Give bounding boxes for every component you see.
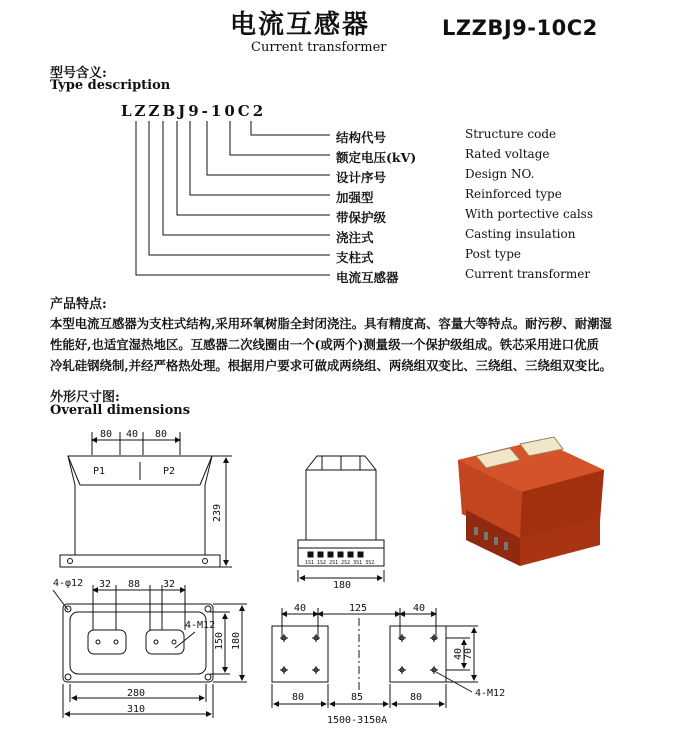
secondary-terminals — [308, 552, 363, 557]
current-range: 1500-3150A — [327, 715, 388, 726]
term-dim-40a: 40 — [294, 603, 307, 614]
page-title: 电流互感器 — [230, 10, 371, 40]
plan-dim-180: 180 — [231, 631, 242, 650]
plan-tap-label: 4-M12 — [185, 620, 216, 631]
front-label-p2: P2 — [163, 466, 176, 477]
term-dim-70: 70 — [463, 647, 474, 660]
plan-dim-32a: 32 — [99, 579, 112, 590]
type-row-en: With portective calss — [465, 207, 593, 221]
type-code: LZZBJ9-10C2 — [121, 102, 267, 120]
term-dim-80a: 80 — [292, 692, 305, 703]
dimensions-heading-en: Overall dimensions — [50, 403, 191, 418]
plan-dim-310: 310 — [127, 704, 146, 715]
type-row-en: Current transformer — [465, 267, 591, 281]
side-view — [298, 456, 384, 591]
front-label-p1: P1 — [93, 466, 106, 477]
dimensions-heading-cn: 外形尺寸图: — [50, 390, 120, 405]
term-dim-40b: 40 — [413, 603, 426, 614]
front-dim-80a: 80 — [100, 429, 113, 440]
type-row-cn: 浇注式 — [336, 230, 374, 245]
front-dim-40: 40 — [126, 429, 139, 440]
features-heading: 产品特点: — [50, 297, 107, 312]
plan-dim-280: 280 — [127, 688, 146, 699]
term-dim-125: 125 — [349, 603, 368, 614]
type-row-cn: 电流互感器 — [336, 270, 399, 285]
type-row-cn: 加强型 — [336, 190, 374, 205]
type-row-cn: 结构代号 — [336, 130, 387, 145]
type-row-en: Reinforced type — [465, 187, 562, 201]
term-dim-80b: 80 — [410, 692, 423, 703]
plan-dim-88: 88 — [128, 579, 141, 590]
term-tap-label: 4-M12 — [475, 688, 506, 699]
type-row-en: Post type — [465, 247, 521, 261]
type-row-en: Structure code — [465, 127, 557, 141]
plan-dim-32b: 32 — [163, 579, 176, 590]
type-row-en: Rated voltage — [465, 147, 550, 161]
dimension-drawings — [0, 420, 700, 729]
term-dim-40c: 40 — [453, 647, 464, 660]
terminal-view — [272, 603, 505, 726]
type-row-en: Casting insulation — [465, 227, 576, 241]
plan-view — [53, 578, 247, 718]
front-dim-239: 239 — [212, 503, 223, 522]
type-heading-en: Type description — [50, 78, 171, 93]
product-photo — [458, 437, 604, 566]
type-row-cn: 设计序号 — [336, 170, 387, 185]
type-row-en: Design NO. — [465, 167, 535, 181]
plan-holes-label: 4-φ12 — [53, 578, 84, 589]
plan-dim-150: 150 — [214, 631, 225, 650]
side-dim-180: 180 — [333, 580, 352, 591]
type-row-cn: 额定电压(kV) — [336, 150, 417, 165]
front-dim-80b: 80 — [155, 429, 168, 440]
front-view — [60, 429, 232, 567]
term-dim-85: 85 — [351, 692, 364, 703]
model-number: LZZBJ9-10C2 — [442, 16, 598, 40]
type-row-cn: 支柱式 — [336, 250, 374, 265]
page-subtitle: Current transformer — [251, 40, 387, 55]
side-terminal-labels: 1S1 1S2 2S1 2S2 3S1 3S2 — [305, 560, 375, 566]
features-line-3: 冷轧硅钢绕制,并经严格热处理。根据用户要求可做成两绕组、两绕组双变比、三绕组、三绕组双变比。 — [50, 358, 612, 373]
features-line-1: 本型电流互感器为支柱式结构,采用环氧树脂全封闭浇注。具有精度高、容量大等特点。耐污秽、耐潮湿 — [50, 316, 612, 331]
features-line-2: 性能好,也适宜湿热地区。互感器二次线圈由一个(或两个)测量级一个保护级组成。铁芯采用进口优质 — [50, 337, 599, 352]
type-row-cn: 带保护级 — [336, 210, 387, 225]
type-heading-cn: 型号含义: — [50, 66, 107, 81]
